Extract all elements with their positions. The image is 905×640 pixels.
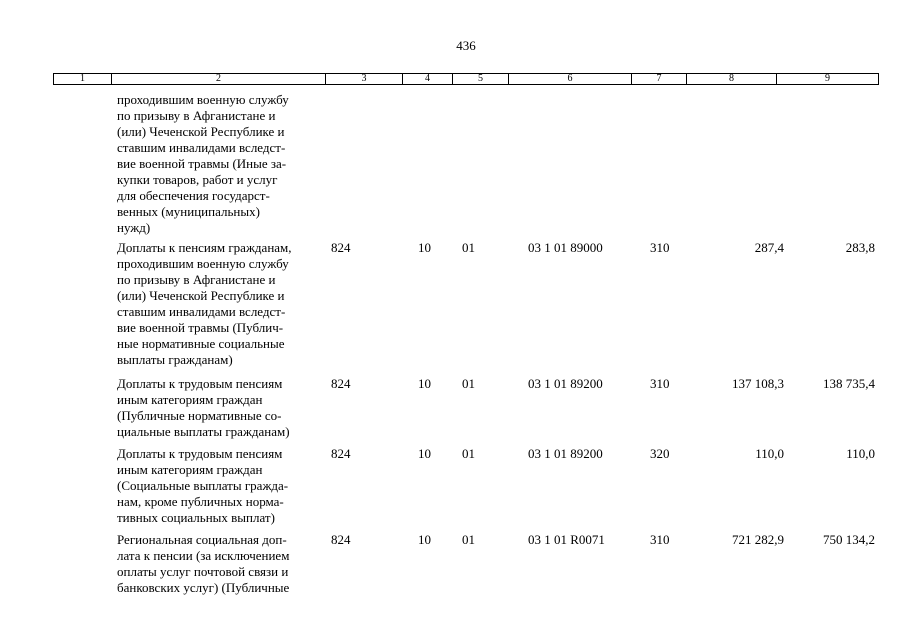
header-cell-7: 7: [632, 74, 687, 84]
table-row: [0, 92, 905, 240]
cell-section: 10: [418, 532, 431, 547]
header-cell-1: 1: [54, 74, 112, 84]
table-body: [0, 92, 905, 602]
cell-subsection: 01: [462, 376, 475, 391]
cell-section: 10: [418, 240, 431, 255]
header-cell-9: 9: [825, 73, 830, 84]
cell-subsection: 01: [462, 532, 475, 547]
header-cell-3: 3: [326, 74, 403, 84]
table-row: [0, 376, 905, 446]
header-cell-8: 8: [687, 74, 777, 84]
cell-grbs: 824: [331, 376, 351, 391]
header-cell-6: 6: [509, 74, 632, 84]
row-name: проходившим военную службу по призыву в Афганистане и (или) Чеченской Республике и ставшим инвалидами вследст- вие военной травмы (Иные за- купки товаров, работ и услуг для обеспечения государст- венных (муниципальных) нужд): [117, 92, 289, 235]
cell-grbs: 824: [331, 240, 351, 255]
cell-section: 10: [418, 446, 431, 461]
table-row: [0, 446, 905, 532]
row-name: Доплаты к трудовым пенсиям иным категориям граждан (Социальные выплаты гражда- нам, кроме публичных норма- тивных социальных выплат): [117, 446, 289, 525]
header-cell-2: 2: [112, 74, 326, 84]
row-name: Доплаты к трудовым пенсиям иным категориям граждан (Публичные нормативные со- циальные выплаты гражданам): [117, 376, 290, 439]
cell-expense-type: 310: [650, 376, 670, 391]
cell-grbs: 824: [331, 446, 351, 461]
cell-target-code: 03 1 01 R0071: [528, 532, 605, 547]
cell-sum-year1: 287,4: [754, 240, 784, 255]
header-cell-4: 4: [403, 74, 453, 84]
table-row: [0, 240, 905, 376]
cell-expense-type: 310: [650, 532, 670, 547]
cell-sum-year2: 283,8: [845, 240, 875, 255]
cell-sum-year2: 110,0: [846, 446, 875, 461]
header-cell-5: 5: [453, 74, 509, 84]
row-name: Региональная социальная доп- лата к пенсии (за исключением оплаты услуг почтовой связи и банковских услуг) (Публичные: [117, 532, 290, 595]
row-name: Доплаты к пенсиям гражданам, проходившим военную службу по призыву в Афганистане и (или) Чеченской Республике и ставшим инвалидами вследст- вие военной травмы (Публич- ные нормативные социальные выплаты гражданам): [117, 240, 292, 367]
table-row: [0, 532, 905, 602]
cell-target-code: 03 1 01 89200: [528, 446, 603, 461]
cell-sum-year1: 721 282,9: [732, 532, 784, 547]
cell-expense-type: 320: [650, 446, 670, 461]
table-header-row: [53, 73, 879, 85]
cell-sum-year1: 137 108,3: [732, 376, 784, 391]
cell-target-code: 03 1 01 89000: [528, 240, 603, 255]
cell-sum-year2: 138 735,4: [823, 376, 875, 391]
cell-grbs: 824: [331, 532, 351, 547]
page-number: 436: [456, 38, 476, 53]
cell-target-code: 03 1 01 89200: [528, 376, 603, 391]
cell-subsection: 01: [462, 240, 475, 255]
cell-expense-type: 310: [650, 240, 670, 255]
cell-sum-year1: 110,0: [755, 446, 784, 461]
cell-sum-year2: 750 134,2: [823, 532, 875, 547]
cell-subsection: 01: [462, 446, 475, 461]
cell-section: 10: [418, 376, 431, 391]
